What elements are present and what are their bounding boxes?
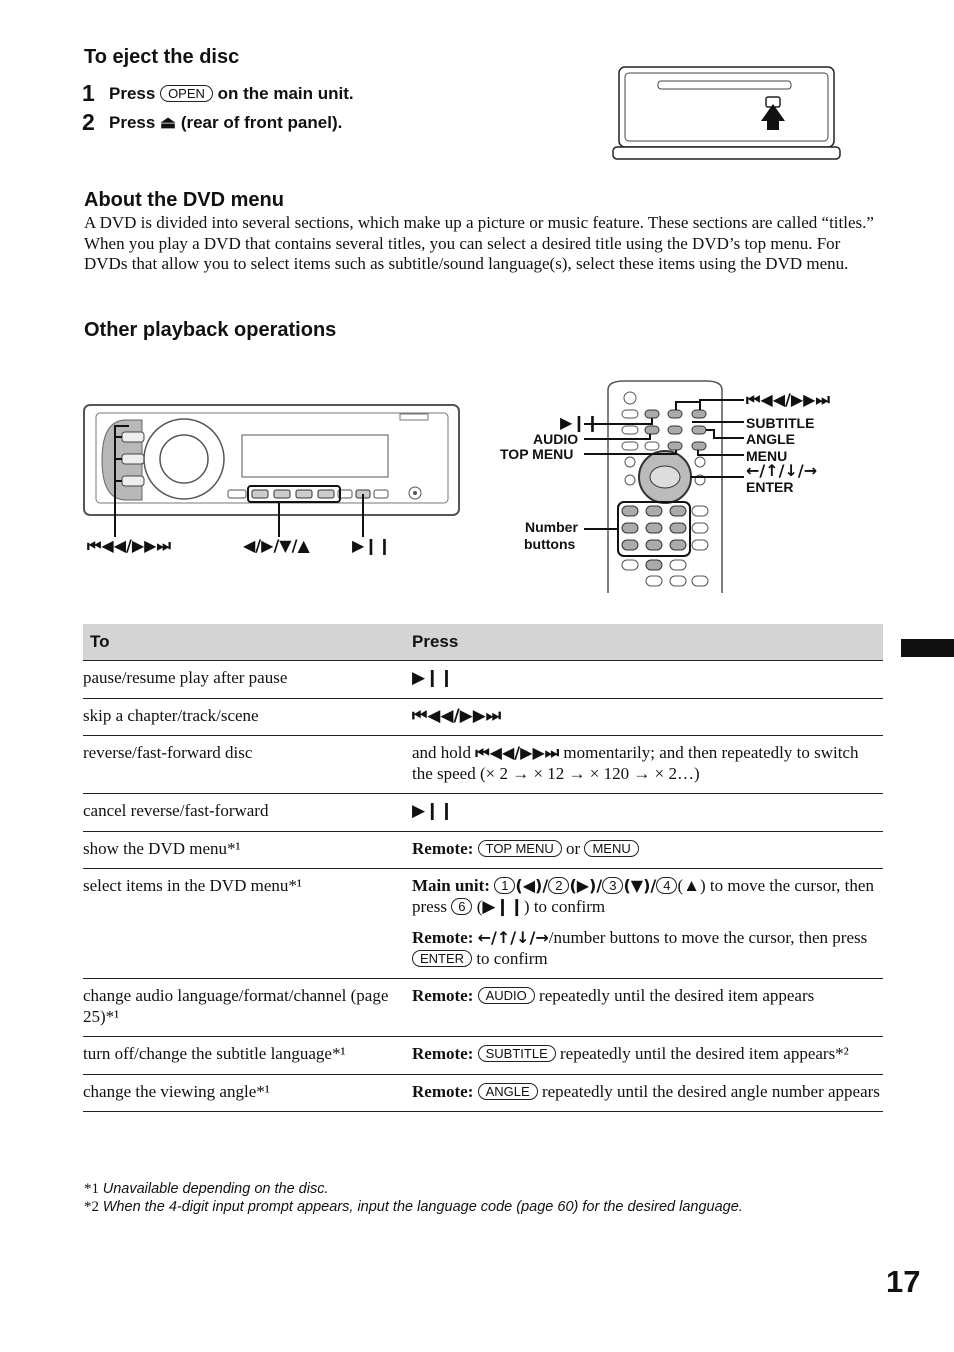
main-unit-instruction [412, 876, 883, 917]
other-ops-heading: Other playback operations [84, 319, 337, 341]
audio-button-label: AUDIO [478, 987, 535, 1004]
table-row [83, 831, 883, 869]
remote-text: /number buttons to move the cursor, then press [548, 928, 868, 947]
row-to: change the viewing angle*¹ [83, 1074, 412, 1112]
remote-label: Remote: [412, 928, 474, 947]
menu-button-label: MENU [584, 840, 638, 857]
table-row [83, 794, 883, 832]
footnote-1-mark: *1 [84, 1181, 99, 1197]
footnote-1 [84, 1181, 328, 1198]
footnote-1-text: Unavailable depending on the disc. [102, 1181, 329, 1197]
row-to: cancel reverse/fast-forward [83, 794, 412, 832]
row-press: ▶❙❙ [412, 661, 883, 699]
subtitle-button-label: SUBTITLE [478, 1045, 556, 1062]
table-row [83, 661, 883, 699]
main-unit-cursor-label: ◀/▶/▼/▲ [243, 536, 310, 555]
angle-button-label: ANGLE [478, 1083, 538, 1100]
main-unit-play-label: ▶❙❙ [352, 536, 392, 555]
table-row [83, 869, 883, 979]
page-number: 17 [886, 1264, 921, 1299]
footnote-2 [84, 1199, 743, 1216]
step-2-text: Press ⏏ (rear of front panel). [109, 113, 343, 132]
button-1-label: 1 [494, 877, 515, 894]
press-text: repeatedly until the desired angle number appears [541, 1081, 880, 1101]
row-press [412, 831, 883, 869]
row-press: ⏮◀◀/▶▶⏭ [412, 698, 883, 736]
remote-diagram [584, 380, 744, 594]
remote-label: Remote: [412, 1044, 474, 1063]
row-press [412, 736, 883, 794]
operations-table [83, 624, 883, 1112]
row-to: skip a chapter/track/scene [83, 698, 412, 736]
remote-label: Remote: [412, 986, 474, 1005]
row-press [412, 979, 883, 1037]
remote-number-label-1: Number [525, 519, 578, 535]
step-1-text [109, 84, 354, 104]
confirm-text: (▶❙❙) to confirm [476, 896, 606, 916]
table-row [83, 1037, 883, 1075]
footnote-2-mark: *2 [84, 1199, 99, 1215]
button-4-label: 4 [656, 877, 677, 894]
row-to: select items in the DVD menu*¹ [83, 869, 412, 979]
remote-angle-label: ANGLE [746, 431, 795, 447]
main-unit-label: Main unit: [412, 876, 490, 895]
row-to: change audio language/format/channel (page 25)*¹ [83, 979, 412, 1037]
down-arrow-text: (▼)/ [623, 876, 657, 895]
row-to: turn off/change the subtitle language*¹ [83, 1037, 412, 1075]
remote-audio-label: AUDIO [533, 431, 579, 447]
remote-play-label: ▶❙❙ [560, 413, 600, 432]
top-menu-button-label: TOP MENU [478, 840, 562, 857]
step-1-number: 1 [82, 80, 95, 106]
table-row [83, 698, 883, 736]
row-to: show the DVD menu*¹ [83, 831, 412, 869]
press-text: repeatedly until the desired item appears*² [559, 1044, 849, 1063]
footnote-2-text: When the 4-digit input prompt appears, input the language code (page 60) for the desired language. [102, 1199, 743, 1215]
press-post: momentarily; and then repeatedly to switch the speed (× 2 → × 12 → × 120 → × 2…) [412, 743, 859, 783]
right-arrow-text: (▶)/ [569, 876, 603, 895]
remote-label: Remote: [412, 838, 474, 858]
remote-confirm-text: to confirm [476, 948, 548, 968]
remote-enter-label: ENTER [746, 479, 794, 495]
open-button-label: OPEN [160, 85, 213, 102]
row-to: reverse/fast-forward disc [83, 736, 412, 794]
press-text: repeatedly until the desired item appears [539, 986, 815, 1005]
main-unit-skip-label: ⏮◀◀/▶▶⏭ [87, 536, 171, 555]
remote-instruction [412, 928, 883, 969]
press-symbol: ⏮◀◀/▶▶⏭ [475, 743, 560, 762]
eject-heading: To eject the disc [84, 46, 240, 68]
remote-label: Remote: [412, 1081, 474, 1101]
step-1-pre: Press [109, 84, 156, 103]
remote-skip-label: ⏮◀◀/▶▶⏭ [746, 390, 830, 409]
remote-menu-label: MENU [746, 448, 788, 464]
button-6-label: 6 [451, 898, 472, 915]
dvd-menu-heading: About the DVD menu [84, 189, 284, 211]
table-row [83, 1074, 883, 1112]
step-1-post: on the main unit. [217, 84, 354, 103]
row-press: ▶❙❙ [412, 794, 883, 832]
button-3-label: 3 [602, 877, 623, 894]
eject-illustration [610, 64, 844, 164]
section-tab-marker [901, 639, 954, 657]
remote-arrows-label: ←/↑/↓/→ [746, 461, 818, 480]
row-press [412, 1037, 883, 1075]
row-press [412, 1074, 883, 1112]
enter-button-label: ENTER [412, 950, 472, 967]
col-to-header: To [83, 624, 412, 661]
remote-subtitle-label: SUBTITLE [746, 415, 815, 431]
remote-number-label-2: buttons [524, 536, 576, 552]
move-cursor-text: (▲) to move the cursor, then press [412, 876, 874, 916]
step-2-number: 2 [82, 109, 95, 135]
table-header-row [83, 624, 883, 661]
or-text: or [566, 838, 581, 858]
dvd-menu-paragraph: A DVD is divided into several sections, which make up a picture or music feature. These sections are called “titles.” When you play a DVD that contains several titles, you can select a desired title using the DVD’s top menu. For DVDs that allow you to select items such as subtitle/sound language(s), select these items using the DVD menu. [84, 213, 874, 273]
col-press-header: Press [412, 624, 883, 661]
table-row [83, 979, 883, 1037]
remote-arrows: ←/↑/↓/→ [477, 928, 549, 947]
row-to: pause/resume play after pause [83, 661, 412, 699]
button-2-label: 2 [548, 877, 569, 894]
table-row [83, 736, 883, 794]
row-press [412, 869, 883, 979]
left-arrow-text: (◀)/ [515, 876, 549, 895]
press-pre: and hold [412, 743, 472, 762]
remote-top-menu-label: TOP MENU [500, 446, 574, 462]
